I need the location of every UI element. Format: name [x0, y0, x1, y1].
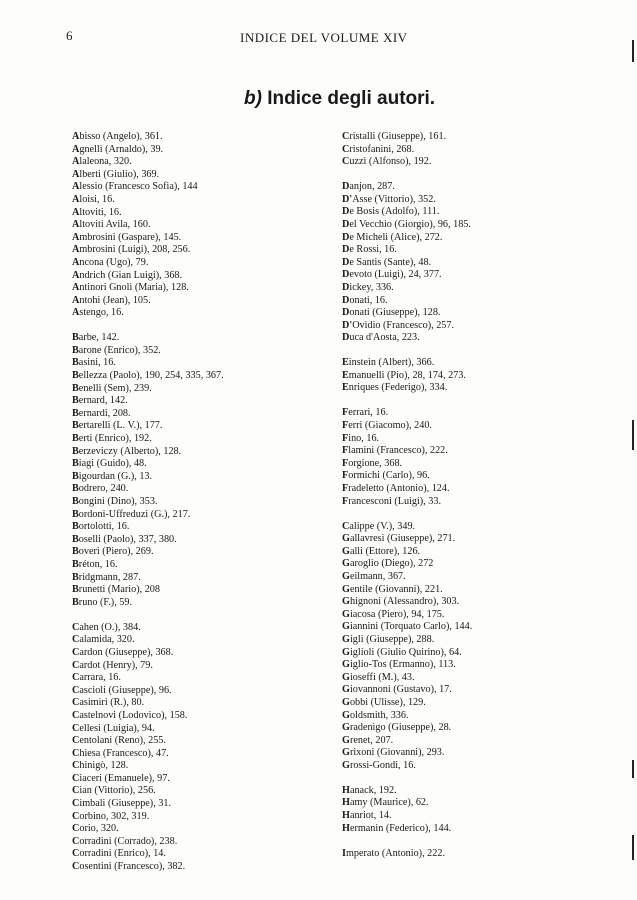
index-entry: Antinori Gnoli (Maria), 128. — [72, 282, 189, 294]
page-edge-mark — [632, 40, 634, 62]
index-entry: Hanriot, 14. — [342, 810, 392, 822]
page-edge-mark — [632, 835, 634, 860]
index-entry: Corbino, 302, 319. — [72, 810, 150, 822]
index-entry: Bernard, 142. — [72, 395, 128, 407]
index-entry: Alaleona, 320. — [72, 156, 132, 168]
index-entry: Gobbi (Ulisse), 129. — [342, 696, 426, 708]
index-entry: Bridgmann, 287. — [72, 571, 141, 583]
index-letter-group — [72, 131, 322, 320]
index-column-right — [342, 131, 612, 873]
index-entry: Donati (Giuseppe), 128. — [342, 307, 441, 319]
index-letter-group — [342, 785, 612, 835]
page-number: 6 — [66, 28, 73, 43]
index-entry: Biagi (Guido), 48. — [72, 458, 147, 470]
index-entry: Galli (Ettore), 126. — [342, 545, 421, 557]
index-entry: Antohi (Jean), 105. — [72, 294, 151, 306]
index-entry: Grenet, 207. — [342, 734, 394, 746]
index-entry: Duca d'Aosta, 223. — [342, 332, 420, 344]
index-entry: Castelnovi (Lodovico), 158. — [72, 709, 188, 721]
index-entry: Agnelli (Arnaldo), 39. — [72, 143, 164, 155]
index-entry: Corio, 320. — [72, 823, 119, 835]
index-entry: Hermanin (Federico), 144. — [342, 822, 452, 834]
index-entry: D'Ovidio (Francesco), 257. — [342, 319, 455, 331]
index-entry: Cuzzi (Alfonso), 192. — [342, 156, 432, 168]
index-entry: Boveri (Piero), 269. — [72, 546, 154, 558]
index-entry: Ancona (Ugo), 79. — [72, 256, 149, 268]
index-entry: Ghignoni (Alessandro), 303. — [342, 596, 460, 608]
index-entry: Giacosa (Piero), 94, 175. — [342, 608, 445, 620]
index-entry: Berzeviczy (Alberto), 128. — [72, 445, 182, 457]
index-entry: Danjon, 287. — [342, 181, 395, 193]
page-edge-mark — [632, 420, 634, 450]
index-entry: Cardot (Henry), 79. — [72, 659, 153, 671]
index-entry: Enriques (Federigo), 334. — [342, 382, 448, 394]
index-entry: Grixoni (Giovanni), 293. — [342, 747, 445, 759]
index-entry: De Santis (Sante), 48. — [342, 256, 432, 268]
index-entry: Corradini (Corrado), 238. — [72, 835, 178, 847]
index-entry: Gradenigo (Giuseppe), 28. — [342, 722, 452, 734]
index-entry: Cristofanini, 268. — [342, 143, 415, 155]
index-entry: Altoviti, 16. — [72, 206, 122, 218]
index-entry: Barone (Enrico), 352. — [72, 344, 161, 356]
index-entry: Giovannoni (Gustavo), 17. — [342, 684, 452, 696]
index-entry: De Rossi, 16. — [342, 244, 397, 256]
index-entry: Fradeletto (Antonio), 124. — [342, 483, 450, 495]
index-entry: Ambrosini (Gaspare), 145. — [72, 231, 182, 243]
index-entry: Centolani (Reno), 255. — [72, 735, 166, 747]
index-entry: Abisso (Angelo), 361. — [72, 131, 163, 142]
index-entry: Giglioli (Giulio Quirino), 64. — [342, 646, 462, 658]
index-entry: Cardon (Giuseppe), 368. — [72, 646, 174, 658]
index-entry: Astengo, 16. — [72, 307, 124, 319]
section-letter: b) — [244, 88, 262, 109]
index-letter-group — [342, 357, 612, 395]
index-entry: Calippe (V.), 349. — [342, 520, 416, 532]
index-entry: Bertarelli (L. V.), 177. — [72, 420, 163, 432]
index-entry: Garoglio (Diego), 272 — [342, 558, 434, 570]
index-entry: Ambrosini (Luigi), 208, 256. — [72, 244, 191, 256]
index-entry: Devoto (Luigi), 24, 377. — [342, 269, 442, 281]
index-entry: Ferrari, 16. — [342, 407, 389, 419]
index-entry: Bréton, 16. — [72, 558, 118, 570]
index-entry: Hamy (Maurice), 62. — [342, 797, 429, 809]
index-entry: Ciaceri (Emanuele), 97. — [72, 772, 170, 784]
index-entry: Berti (Enrico), 192. — [72, 433, 152, 445]
index-column-left — [72, 131, 322, 886]
index-entry: Chiesa (Francesco), 47. — [72, 747, 169, 759]
index-entry: Cellesi (Luigia), 94. — [72, 722, 155, 734]
index-entry: Gigli (Giuseppe), 288. — [342, 633, 435, 645]
index-entry: Cascioli (Giuseppe), 96. — [72, 684, 172, 696]
index-entry: Einstein (Albert), 366. — [342, 357, 435, 369]
index-entry: Gioseffi (M.), 43. — [342, 671, 415, 683]
index-entry: Giannini (Torquato Carlo), 144. — [342, 621, 473, 633]
index-entry: Cahen (O.), 384. — [72, 621, 141, 633]
index-entry: Emanuelli (Pio), 28, 174, 273. — [342, 369, 466, 381]
index-entry: Cimbali (Giuseppe), 31. — [72, 798, 172, 810]
index-letter-group — [342, 181, 612, 345]
index-entry: Bortolotti, 16. — [72, 521, 130, 533]
index-entry: Flamini (Francesco), 222. — [342, 445, 448, 457]
index-entry: Bernardi, 208. — [72, 407, 131, 419]
index-entry: Fino, 16. — [342, 432, 380, 444]
index-entry: Grossi-Gondi, 16. — [342, 759, 416, 771]
index-entry: Calamida, 320. — [72, 634, 135, 646]
running-head: INDICE DEL VOLUME XIV — [240, 30, 408, 45]
index-entry: Giglio-Tos (Ermanno), 113. — [342, 659, 456, 671]
index-entry: Forgione, 368. — [342, 457, 403, 469]
index-entry: Barbe, 142. — [72, 332, 120, 344]
index-entry: Dickey, 336. — [342, 281, 394, 293]
index-entry: Donati, 16. — [342, 294, 388, 306]
index-entry: Benelli (Sem), 239. — [72, 382, 152, 394]
index-entry: Ferri (Giacomo), 240. — [342, 420, 432, 432]
index-letter-group — [342, 131, 612, 169]
index-entry: De Bosis (Adolfo), 111. — [342, 206, 440, 218]
index-entry: Andrich (Gian Luigi), 368. — [72, 269, 183, 281]
index-entry: Bellezza (Paolo), 190, 254, 335, 367. — [72, 370, 224, 382]
index-letter-group — [72, 332, 322, 609]
index-entry: Altoviti Avila, 160. — [72, 219, 151, 231]
index-entry: Imperato (Antonio), 222. — [342, 847, 445, 859]
index-entry: Formichi (Carlo), 96. — [342, 470, 430, 482]
index-entry: D'Asse (Vittorio), 352. — [342, 193, 436, 205]
index-entry: Cristalli (Giuseppe), 161. — [342, 131, 447, 142]
index-entry: Brunetti (Mario), 208 — [72, 584, 160, 596]
index-entry: Basini, 16. — [72, 357, 116, 369]
index-entry: Geilmann, 367. — [342, 570, 406, 582]
index-entry: Hanack, 192. — [342, 784, 397, 796]
index-entry: Aloisi, 16. — [72, 193, 115, 205]
section-title — [244, 88, 435, 110]
index-letter-group — [72, 622, 322, 874]
index-entry: Corradini (Enrico), 14. — [72, 848, 166, 860]
index-entry: Bordoni-Uffreduzi (G.), 217. — [72, 508, 191, 520]
index-entry: Goldsmith, 336. — [342, 709, 409, 721]
index-letter-group — [342, 521, 612, 773]
index-letter-group — [342, 848, 612, 861]
index-entry: Chinigò, 128. — [72, 760, 129, 772]
index-entry: Cian (Vittorio), 256. — [72, 785, 156, 797]
index-letter-group — [342, 407, 612, 508]
index-entry: Casimiri (R.), 80. — [72, 697, 145, 709]
index-entry: Boselli (Paolo), 337, 380. — [72, 533, 177, 545]
index-entry: Bongini (Dino), 353. — [72, 496, 158, 508]
index-entry: Cosentini (Francesco), 382. — [72, 861, 186, 873]
index-entry: Alessio (Francesco Sofia), 144 — [72, 181, 198, 193]
index-entry: Bigourdan (G.), 13. — [72, 470, 153, 482]
index-entry: Del Vecchio (Giorgio), 96, 185. — [342, 218, 471, 230]
index-entry: Francesconi (Luigi), 33. — [342, 495, 442, 507]
index-entry: Bruno (F.), 59. — [72, 596, 133, 608]
index-entry: Bodrero, 240. — [72, 483, 129, 495]
index-entry: Gallavresi (Giuseppe), 271. — [342, 533, 456, 545]
page-edge-mark — [632, 760, 634, 778]
index-entry: De Micheli (Alice), 272. — [342, 231, 443, 243]
index-entry: Gentile (Giovanni), 221. — [342, 583, 443, 595]
section-title-text: Indice degli autori. — [267, 88, 436, 109]
index-entry: Carrara, 16. — [72, 672, 121, 684]
index-entry: Alberti (Giulio), 369. — [72, 168, 160, 180]
